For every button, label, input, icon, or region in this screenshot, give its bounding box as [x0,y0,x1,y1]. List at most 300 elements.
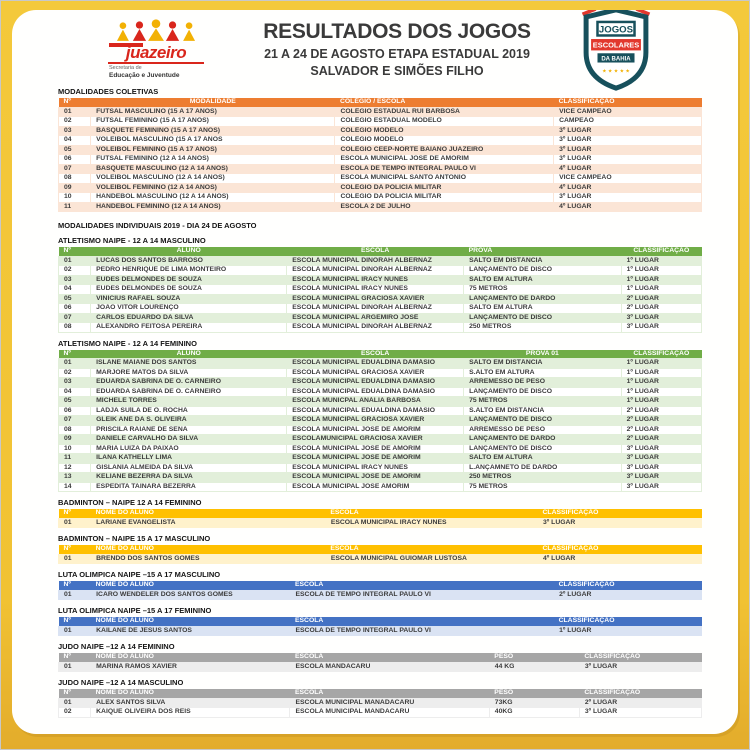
table-cell: ESCOLA MUNICPAL ANÁLIA BARBOSA [287,397,464,407]
stars-icon: ★ ★ ★ ★ ★ [602,68,630,75]
table-cell: 03 [59,378,91,388]
table-cell: LANÇAMENTO DE DISCO [464,266,622,276]
page-header [12,10,738,84]
table-cell: 4º LUGAR [554,164,702,174]
juazeiro-wordmark: juazeiro [125,43,187,62]
table-cell: 2º LUGAR [554,590,702,600]
column-header: CLASSIFICAÇÃO [554,617,702,626]
table-cell: S.ALTO EM ALTURA [464,368,622,378]
table-row [59,482,702,492]
column-header: COLÉGIO / ESCOLA [335,98,554,107]
table-cell: 1º LUGAR [621,256,701,266]
table-row [59,107,702,117]
table-cell: MARINA RAMOS XAVIER [91,662,290,672]
table-cell: 04 [59,285,91,295]
table-cell: ESCOLA MUNICIPAL DINORAH ALBERNAZ [287,266,464,276]
table-cell: ESCOLA MUNICIPAL IRACY NUNES [287,275,464,285]
table-row [59,145,702,155]
page-subtitle-2: SALVADOR E SIMÕES FILHO [310,64,484,78]
table-cell: 02 [59,117,91,127]
table-row [59,164,702,174]
table-cell: 1º LUGAR [621,397,701,407]
table-cell: S.ALTO EM DISTÂNCIA [464,406,622,416]
table-cell: LANÇAMENTO DE DISCO [464,387,622,397]
results-table-6 [58,581,702,600]
table-row [59,406,702,416]
table-cell: 3º LUGAR [554,126,702,136]
table-row [59,285,702,295]
secretaria-line1: Secretaria de [109,65,142,71]
table-cell: 02 [59,708,91,718]
column-header: ESCOLA [325,509,537,518]
jogos-escolares-logo [577,10,655,91]
table-cell: 08 [59,425,91,435]
table-cell: SALTO EM DISTÂNCIA [464,256,622,266]
people-icon [113,19,199,43]
column-header: CLASSIFICAÇÃO [579,689,701,698]
table-row [59,294,702,304]
table-cell: ESCOLA MUNICIPAL IRACY NUNES [287,285,464,295]
column-header: ESCOLA [290,653,489,662]
table-cell: LANÇAMENTO DE DARDO [464,435,622,445]
column-header: PROVA [464,247,622,256]
table-row [59,202,702,212]
column-header: CLASSIFICAÇÃO [621,247,701,256]
table-cell: COLÉGIO MODELO [335,126,554,136]
header-row [59,98,702,107]
column-header: Nº [59,617,91,626]
table-cell: 06 [59,304,91,314]
table-cell: EUDES DELMONDES DE SOUZA [91,285,287,295]
secretaria-line2: Educação e Juventude [109,71,180,79]
table-cell: FUTSAL FEMININO (12 A 14 ANOS) [91,155,335,165]
table-cell: ESCOLA MUNICIPAL DINORAH ALBERNAZ [287,323,464,333]
column-header: CLASSIFICAÇÃO [554,581,702,590]
table-cell: 250 METROS [464,323,622,333]
table-cell: 03 [59,126,91,136]
table-cell: ALEXANDRO FEITOSA PEREIRA [91,323,287,333]
shield-text-jogos: JOGOS [598,24,634,36]
table-cell: LARIANE EVANGELISTA [91,518,326,528]
table-row [59,698,702,708]
table-row [59,304,702,314]
table-cell: EUDES DELMONDES DE SOUZA [91,275,287,285]
table-cell: HANDEBOL MASCULINO (12 A 14 ANOS) [91,193,335,203]
column-header: ESCOLA [290,617,554,626]
table-cell: SALTO EM DISTÂNCIA [464,359,622,369]
table-row [59,136,702,146]
table-row [59,518,702,528]
results-table-9 [58,689,702,718]
header-row [59,350,702,359]
table-cell: ESCOLA MUNICIPAL ARGEMIRO JOSÉ [287,313,464,323]
table-cell: 2º LUGAR [621,416,701,426]
table-row [59,662,702,672]
table-cell: 75 METROS [464,397,622,407]
column-header: ALUNO [91,247,287,256]
header-row [59,653,702,662]
table-cell: VOLEIBOL MASCULINO (12 A 14 ANOS) [91,174,335,184]
table-cell: VOLEIBOL FEMININO (15 A 17 ANOS) [91,145,335,155]
table-cell: ICARO WENDELER DOS SANTOS GOMES [91,590,290,600]
column-header: Nº [59,98,91,107]
table-cell: ESCOLA MUNICIPAL EDUALDINA DAMÁSIO [287,359,464,369]
table-cell: COLÉGIO MODELO [335,136,554,146]
table-cell: ARREMESSO DE PESO [464,425,622,435]
table-cell: 2º LUGAR [621,304,701,314]
table-cell: ESCOLA MUNICIPAL GRACIOSA XAVIER [287,416,464,426]
table-cell: EDUARDA SABRINA DE O. CARNEIRO [91,387,287,397]
section-pretitle: MODALIDADES INDIVIDUAIS 2019 - DIA 24 DE AGOSTO [58,221,257,230]
table-cell: COLÉGIO CEEP-NORTE BAIANO JUAZEIRO [335,145,554,155]
table-cell: ESCOLA MUNICIPAL DINORAH ALBERNAZ [287,304,464,314]
table-cell: 05 [59,397,91,407]
table-cell: DANIELE CARVALHO DA SILVA [91,435,287,445]
table-row [59,626,702,636]
table-cell: 1º LUGAR [621,368,701,378]
table-cell: 1º LUGAR [554,626,702,636]
table-cell: LANÇAMENTO DE DARDO [464,294,622,304]
table-cell: VOLEIBOL MASCULINO (15 A 17 ANOS [91,136,335,146]
table-cell: MARJORE MATOS DA SILVA [91,368,287,378]
table-cell: 3º LUGAR [621,454,701,464]
table-row [59,117,702,127]
table-cell: 3º LUGAR [554,136,702,146]
table-cell: SALTO EM ALTURA [464,275,622,285]
table-cell: BASQUETE FEMININO (15 A 17 ANOS) [91,126,335,136]
table-cell: ESCOLA DE TEMPO INTEGRAL PAULO VI [335,164,554,174]
table-row [59,473,702,483]
results-card [12,10,738,734]
table-row [59,323,702,333]
table-cell: ESCOLA MUNICIPAL IRACY NUNES [325,518,537,528]
table-row [59,266,702,276]
table-cell: KAIQUE OLIVEIRA DOS REIS [91,708,290,718]
table-cell: VICE CAMPEÃO [554,174,702,184]
table-cell: ESCOLA MUNICIPAL DINORAH ALBERNAZ [287,256,464,266]
column-header: Nº [59,689,91,698]
table-cell: 03 [59,275,91,285]
column-header: CLASSIFICAÇÃO [554,98,702,107]
header-row [59,509,702,518]
table-cell: ESCOLA MANDACARU [290,662,489,672]
tables-area [12,87,738,718]
table-cell: 08 [59,174,91,184]
table-row [59,193,702,203]
table-cell: ALEX SANTOS SILVA [91,698,290,708]
table-cell: BASQUETE MASCULINO (12 A 14 ANOS) [91,164,335,174]
column-header: CLASSIFICAÇÃO [579,653,701,662]
column-header: Nº [59,653,91,662]
column-header: ESCOLA [287,350,464,359]
table-cell: 01 [59,359,91,369]
table-cell: ESCOLA MUNICIPAL EDUALDINA DAMÁSIO [287,378,464,388]
table-cell: 01 [59,662,91,672]
header-row [59,581,702,590]
table-cell: 01 [59,590,91,600]
column-header: PESO [489,689,579,698]
table-cell: ESCOLA MUNICIPAL SANTO ANTONIO [335,174,554,184]
section-title: BADMINTON – NAIPE 15 A 17 MASCULINO [58,534,211,543]
table-row [59,359,702,369]
header-row [59,617,702,626]
table-cell: ESCOLA MUNICIPAL EDUALDINA DAMÁSIO [287,387,464,397]
results-table-4 [58,509,702,528]
shield-icon [580,10,652,91]
column-header: ESCOLA [325,545,537,554]
column-header: Nº [59,509,91,518]
table-cell: 4º LUGAR [538,554,702,564]
page-subtitle-1: 21 A 24 DE AGOSTO ETAPA ESTADUAL 2019 [264,47,530,61]
table-cell: LANÇAMENTO DE DISCO [464,313,622,323]
table-row [59,590,702,600]
table-cell: 01 [59,107,91,117]
header-row [59,247,702,256]
table-row [59,155,702,165]
table-row [59,444,702,454]
table-cell: 3º LUGAR [621,463,701,473]
table-cell: ESCOLA MUNICIPAL GUIOMAR LUSTOSA [325,554,537,564]
column-header: MODALIDADE [91,98,335,107]
table-cell: ISLANE MAIANE DOS SANTOS [91,359,287,369]
table-cell: 1º LUGAR [621,387,701,397]
table-cell: ESCOLA MUNICIPAL JOSÉ DE AMORIM [287,473,464,483]
column-header: NOME DO ALUNO [91,509,326,518]
table-cell: ARREMESSO DE PESO [464,378,622,388]
table-cell: 3º LUGAR [621,313,701,323]
column-header: NOME DO ALUNO [91,617,290,626]
column-header: Nº [59,247,91,256]
table-cell: COLÉGIO ESTADUAL MODELO [335,117,554,127]
table-cell: 2º LUGAR [579,698,701,708]
table-cell: 250 METROS [464,473,622,483]
table-cell: KAILANE DE JESUS SANTOS [91,626,290,636]
table-cell: 2º LUGAR [621,294,701,304]
table-cell: 40KG [489,708,579,718]
results-table-3 [58,350,702,493]
table-row [59,708,702,718]
section-title: JUDO NAIPE –12 A 14 MASCULINO [58,678,184,687]
table-cell: BRENDO DOS SANTOS GOMES [91,554,326,564]
table-cell: 3º LUGAR [621,482,701,492]
table-cell: 3º LUGAR [538,518,702,528]
header-row [59,545,702,554]
table-cell: 44 KG [489,662,579,672]
table-cell: 3º LUGAR [554,155,702,165]
section-title: JUDO NAIPE –12 A 14 FEMININO [58,642,175,651]
table-row [59,554,702,564]
table-cell: ESCOLA MUNICIPAL JOSÉ DE AMORIM [287,454,464,464]
table-cell: 11 [59,454,91,464]
table-cell: GLEIK ANE DA S. OLIVEIRA [91,416,287,426]
shield-text-escolares: ESCOLARES [592,40,640,50]
table-cell: 02 [59,266,91,276]
table-cell: 08 [59,323,91,333]
table-row [59,183,702,193]
table-cell: ESCOLA MUNICIPAL GRACIOSA XAVIER [287,294,464,304]
table-cell: 04 [59,387,91,397]
table-cell: 01 [59,626,91,636]
section-title: BADMINTON – NAIPE 12 A 14 FEMININO [58,498,202,507]
table-row [59,387,702,397]
results-table-7 [58,617,702,636]
table-cell: L.ANÇAMNETO DE DARDO [464,463,622,473]
table-cell: 2º LUGAR [621,406,701,416]
table-cell: ESCOLA MUNICIPAL JOSÉ DE AMORIM [287,444,464,454]
table-cell: 1º LUGAR [621,378,701,388]
column-header: NOME DO ALUNO [91,689,290,698]
table-cell: PEDRO HENRIQUE DE LIMA MONTEIRO [91,266,287,276]
column-header: CLASSIFICAÇÃO [538,509,702,518]
table-cell: VINICIUS RAFAEL SOUZA [91,294,287,304]
section-title: MODALIDADES COLETIVAS [58,87,159,96]
table-cell: ESCOLA MUNICIPAL MANADACARU [290,698,489,708]
table-row [59,126,702,136]
table-cell: 2º LUGAR [621,425,701,435]
page-title: RESULTADOS DOS JOGOS [263,20,531,43]
table-row [59,397,702,407]
table-cell: 13 [59,473,91,483]
table-cell: VOLEIBOL FEMININO (12 A 14 ANOS) [91,183,335,193]
table-cell: 3º LUGAR [579,662,701,672]
column-header: NOME DO ALUNO [91,545,326,554]
column-header: ALUNO [91,350,287,359]
table-cell: 06 [59,406,91,416]
table-row [59,256,702,266]
table-cell: 3º LUGAR [621,444,701,454]
table-cell: MARIA LUIZA DA PAIXÃO [91,444,287,454]
table-cell: 01 [59,256,91,266]
table-cell: FUTSAL FEMININO (15 A 17 ANOS) [91,117,335,127]
table-row [59,435,702,445]
table-cell: 3º LUGAR [554,145,702,155]
column-header: ESCOLA [290,689,489,698]
shield-text-dabahia: DA BAHIA [601,56,631,63]
table-cell: ESCOLA MUNICIPAL EDUALDINA DAMÁSIO [287,406,464,416]
table-cell: EDUARDA SABRINA DE O. CARNEIRO [91,378,287,388]
column-header: PROVA 01 [464,350,622,359]
table-cell: 09 [59,435,91,445]
table-cell: 1º LUGAR [621,359,701,369]
table-cell: 07 [59,416,91,426]
table-cell: 1º LUGAR [621,266,701,276]
table-cell: 01 [59,698,91,708]
table-cell: CAMPEÃO [554,117,702,127]
title-block [247,20,547,78]
table-cell: ESCOLA MUNICIPAL JOSÉ DE AMORIM [335,155,554,165]
table-cell: 01 [59,554,91,564]
table-cell: 09 [59,183,91,193]
red-rule [108,62,204,64]
table-row [59,313,702,323]
column-header: ESCOLA [287,247,464,256]
table-row [59,454,702,464]
table-cell: SALTO EM ALTURA [464,304,622,314]
table-cell: 10 [59,444,91,454]
table-cell: MICHELE TORRES [91,397,287,407]
table-cell: 73KG [489,698,579,708]
table-cell: 12 [59,463,91,473]
column-header: Nº [59,545,91,554]
section-title: ATLETISMO NAIPE - 12 A 14 FEMININO [58,338,197,348]
table-cell: 75 METROS [464,482,622,492]
table-cell: 75 METROS [464,285,622,295]
table-cell: 06 [59,155,91,165]
table-cell: HANDEBOL FEMININO (12 A 14 ANOS) [91,202,335,212]
table-row [59,368,702,378]
column-header: NOME DO ALUNO [91,653,290,662]
results-table-2 [58,247,702,333]
table-cell: 05 [59,145,91,155]
table-cell: COLÉGIO DA POLICÍA MILITAR [335,193,554,203]
section-title: LUTA OLIMPICA NAIPE –15 A 17 MASCULINO [58,570,221,579]
column-header: Nº [59,581,91,590]
table-cell: ILANA KATHELLY LIMA [91,454,287,464]
table-row [59,174,702,184]
table-cell: 4º LUGAR [554,202,702,212]
column-header: NOME DO ALUNO [91,581,290,590]
table-cell: 07 [59,313,91,323]
table-cell: JOÃO VITOR LOURENÇO [91,304,287,314]
column-header: CLASSIFICAÇÃO [538,545,702,554]
table-cell: 05 [59,294,91,304]
section-title: ATLETISMO NAIPE - 12 A 14 MASCULINO [58,236,206,245]
table-cell: ESCOLA DE TEMPO INTEGRAL PAULO VI [290,590,554,600]
table-cell: ESCOLA MUNICIPAL JOSÉ DE AMORIM [287,425,464,435]
table-cell: GISLANIA ALMEIDA DA SILVA [91,463,287,473]
table-cell: 1º LUGAR [621,285,701,295]
column-header: PESO [489,653,579,662]
header-row [59,689,702,698]
table-cell: ESCOLA MUNICIPAL IRACY NUNES [287,463,464,473]
juazeiro-logo [95,19,217,79]
table-cell: CARLOS EDUARDO DA SILVA [91,313,287,323]
table-cell: 11 [59,202,91,212]
table-cell: 04 [59,136,91,146]
table-cell: LANÇAMENTO DE DISCO [464,416,622,426]
column-header: Nº [59,350,91,359]
section-title: LUTA OLIMPICA NAIPE –15 A 17 FEMININO [58,606,212,615]
table-cell: LADJA SUÍLA DE O. ROCHA [91,406,287,416]
table-cell: 02 [59,368,91,378]
table-row [59,463,702,473]
table-cell: 10 [59,193,91,203]
table-row [59,416,702,426]
table-cell: VICE CAMPEÃO [554,107,702,117]
table-cell: LUCAS DOS SANTOS BARROSO [91,256,287,266]
table-cell: KELIANE BEZERRA DA SILVA [91,473,287,483]
table-cell: 3º LUGAR [554,193,702,203]
table-cell: ESCOLA 2 DE JULHO [335,202,554,212]
table-cell: PRISCILA RAIANE DE SENA [91,425,287,435]
table-row [59,275,702,285]
table-cell: COLÉGIO ESTADUAL RUI BARBOSA [335,107,554,117]
table-cell: ESCOLA MUNICIPAL JOSE AMORIM [287,482,464,492]
column-header: CLASSIFICAÇÃO [621,350,701,359]
table-cell: ESCOLAMUNICIPAL GRACIOSA XAVIER [287,435,464,445]
table-cell: 2º LUGAR [621,435,701,445]
table-row [59,378,702,388]
table-cell: LANÇAMENTO DE DISCO [464,444,622,454]
table-cell: 01 [59,518,91,528]
table-cell: SALTO EM ALTURA [464,454,622,464]
results-table-8 [58,653,702,672]
table-cell: ESCOLA DE TEMPO INTEGRAL PAULO VI [290,626,554,636]
table-cell: 3º LUGAR [579,708,701,718]
table-cell: ESPEDITA TAINARA BEZERRA [91,482,287,492]
table-row [59,425,702,435]
table-cell: COLÉGIO DA POLICÍA MILITAR [335,183,554,193]
